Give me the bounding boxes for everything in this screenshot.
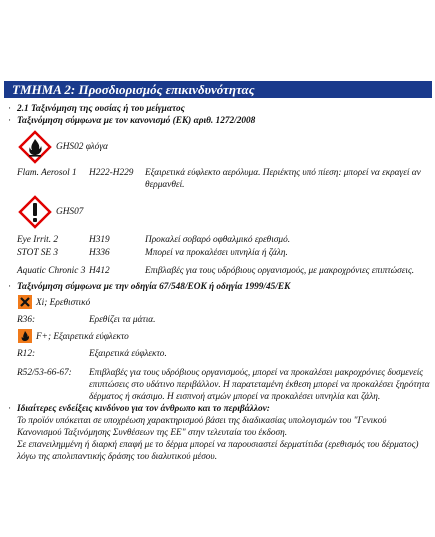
r12-text: Εξαιρετικά εύφλεκτο. xyxy=(89,349,167,359)
flam-h: H222-H229 xyxy=(89,168,134,178)
flam-text-2: θερμανθεί. xyxy=(145,180,185,190)
aquatic-class: Aquatic Chronic 3 xyxy=(17,266,86,276)
special-line-4: λόγω της απολιπαντικής δράσης του διαλυτικού μέσου. xyxy=(17,452,218,462)
bullet-dot: · xyxy=(8,282,12,292)
special-line-1: Το προϊόν υπόκειται σε υποχρέωση χαρακτηρισμού βάσει της διαδικασίας υπολογισμών του "Γενικού xyxy=(17,416,387,426)
eye-text: Προκαλεί σοβαρό οφθαλμικό ερεθισμό. xyxy=(145,235,291,245)
aquatic-text: Επιβλαβές για τους υδρόβιους οργανισμούς, με μακροχρόνιες επιπτώσεις. xyxy=(145,266,415,276)
eye-h: H319 xyxy=(89,235,110,245)
bullet-dot: · xyxy=(8,116,12,126)
irritant-x-icon xyxy=(18,295,32,309)
stot-h: H336 xyxy=(89,248,110,258)
r36-row xyxy=(17,314,432,326)
r12-row xyxy=(17,348,432,360)
r52-code: R52/53-66-67: xyxy=(17,368,72,378)
ghs02-label: GHS02 φλόγα xyxy=(56,142,108,152)
stot-row xyxy=(17,247,432,259)
eye-class: Eye Irrit. 2 xyxy=(17,235,59,245)
stot-class: STOT SE 3 xyxy=(17,248,58,258)
r52-line-2: επιπτώσεις στο υδάτινο περιβάλλον. Η παρατεταμένη έκθεση μπορεί να προκαλέσει ξηρότητα xyxy=(89,380,430,390)
clp-heading: Ταξινόμηση σύμφωνα με τον κανονισμό (ΕΚ) αριθ. 1272/2008 xyxy=(17,116,256,126)
r36-code: R36: xyxy=(17,315,36,325)
aquatic-h: H412 xyxy=(89,266,110,276)
bullet-dot: · xyxy=(8,404,12,414)
r36-text: Ερεθίζει τα μάτια. xyxy=(89,315,156,325)
directive-heading: Ταξινόμηση σύμφωνα με την οδηγία 67/548/ΕΟΚ ή οδηγία 1999/45/ΕΚ xyxy=(17,282,291,292)
r52-row xyxy=(17,367,432,403)
flam-row xyxy=(17,167,432,193)
flame-pictogram-icon xyxy=(18,130,52,164)
eye-row xyxy=(17,234,432,246)
flame-symbol-icon xyxy=(18,329,32,343)
section-header: ΤΜΗΜΑ 2: Προσδιορισμός επικινδυνότητας xyxy=(4,81,432,98)
special-heading: Ιδιαίτερες ενδείξεις κινδύνου για τον άνθρωπο και το περιβάλλον: xyxy=(17,404,270,414)
fplus-label: F+; Εξαιρετικά εύφλεκτο xyxy=(36,332,129,342)
exclamation-pictogram-icon xyxy=(18,195,52,229)
r12-code: R12: xyxy=(17,349,36,359)
r52-line-3: δέρματος ή σκάσιμο. Η εισπνοή ατμών μπορεί να προκαλέσει υπνηλία και ζάλη. xyxy=(89,392,381,402)
flam-text-1: Εξαιρετικά εύφλεκτο αερόλυμα. Περιέκτης υπό πίεση: μπορεί να εκραγεί αν xyxy=(145,168,421,178)
aquatic-row xyxy=(17,265,432,277)
r52-line-1: Επιβλαβές για τους υδρόβιους οργανισμούς, μπορεί να προκαλέσει μακροχρόνιες δυσμενείς xyxy=(89,368,424,378)
xi-label: Xi; Ερεθιστικό xyxy=(36,298,91,308)
flam-class: Flam. Aerosol 1 xyxy=(17,168,77,178)
special-line-3: Σε επανειλημμένη ή διαρκή επαφή με το δέρμα μπορεί να παρουσιαστεί δερματίτιδα (ερεθισμός του δέρματος) xyxy=(17,440,419,450)
stot-text: Μπορεί να προκαλέσει υπνηλία ή ζάλη. xyxy=(145,248,288,258)
bullet-dot: · xyxy=(8,104,12,114)
special-line-2: Κανονισμού Ταξινόμησης Συνθέσεων της ΕΕ" στην τελευταία του έκδοση. xyxy=(17,428,288,438)
ghs07-label: GHS07 xyxy=(56,207,84,217)
subsection-2-1: 2.1 Ταξινόμηση της ουσίας ή του μείγματος xyxy=(17,104,185,114)
